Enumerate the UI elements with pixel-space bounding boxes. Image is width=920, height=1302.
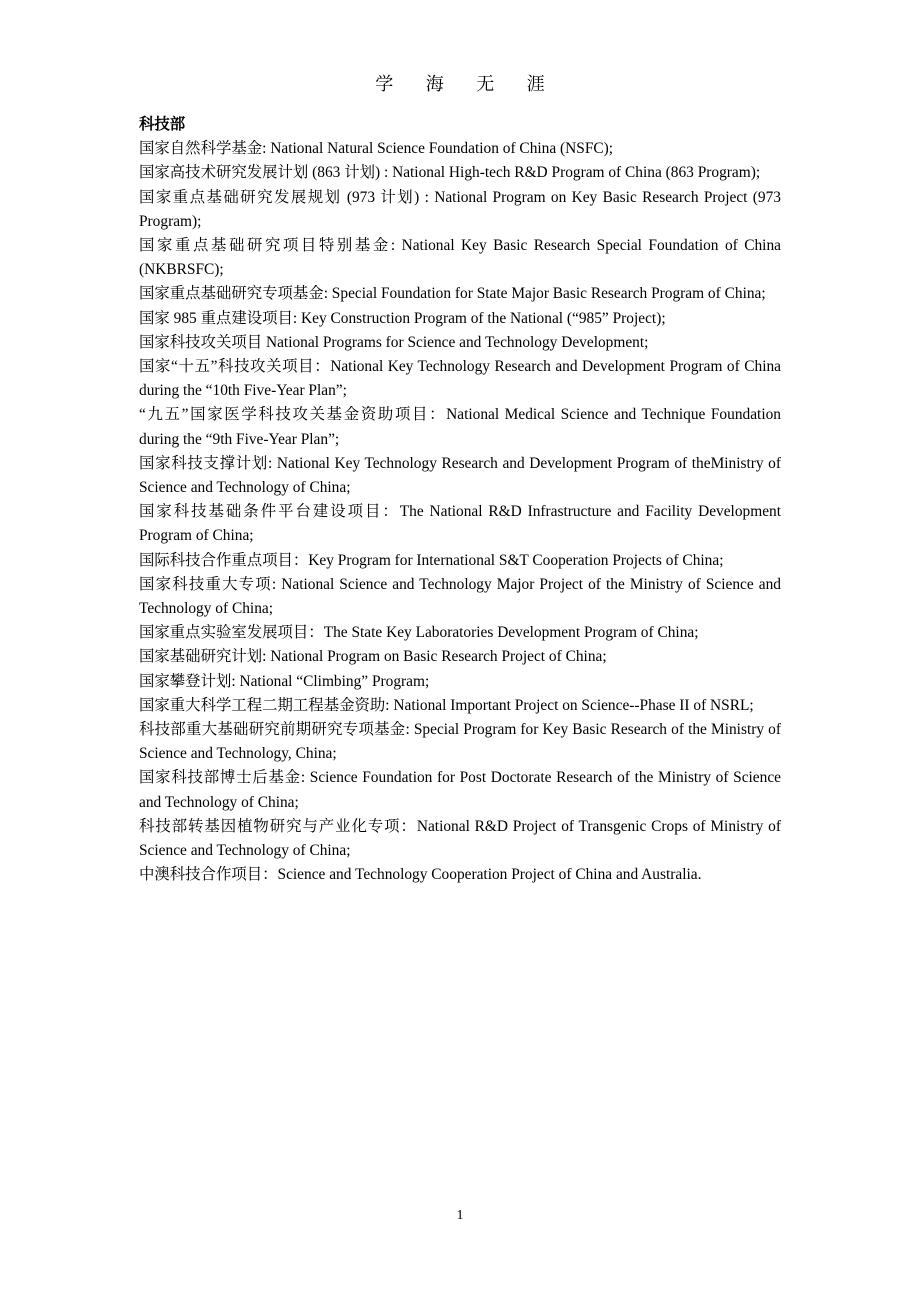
list-item: 国家 985 重点建设项目: Key Construction Program of the National (“985” Project); — [139, 309, 666, 327]
list-item: 国家科技重大专项: National Science and Technology Major Project of the Ministry of Science and Technology of China; — [139, 575, 781, 618]
list-item: 国家攀登计划: National “Climbing” Program; — [139, 672, 430, 690]
list-item: 国家科技部博士后基金: Science Foundation for Post Doctorate Research of the Ministry of Science and Technology of China; — [139, 769, 781, 811]
list-item: 中澳科技合作项目：Science and Technology Cooperation Project of China and Australia. — [139, 866, 702, 884]
list-item: 国家重点基础研究项目特别基金: National Key Basic Research Special Foundation of China (NKBRSFC); — [139, 237, 781, 279]
list-item: 国家科技基础条件平台建设项目：The National R&D Infrastructure and Facility Development Program of China; — [139, 503, 781, 545]
list-item: 科技部重大基础研究前期研究专项基金: Special Program for Key Basic Research of the Ministry of Science and Technology, China; — [139, 721, 781, 763]
list-item: “九五”国家医学科技攻关基金资助项目：National Medical Science and Technique Foundation during the “9th Five-Year Plan”; — [139, 406, 781, 448]
list-item: 国际科技合作重点项目：Key Program for International S&T Cooperation Projects of China; — [139, 551, 724, 569]
list-item: 国家科技支撑计划: National Key Technology Research and Development Program of theMinistry of Science and Technology of China; — [139, 454, 781, 497]
list-item: 国家重点基础研究专项基金: Special Foundation for State Major Basic Research Program of China; — [139, 285, 766, 303]
list-item: 国家重点实验室发展项目：The State Key Laboratories Development Program of China; — [139, 624, 699, 642]
list-item: 国家重大科学工程二期工程基金资助: National Important Project on Science--Phase II of NSRL; — [139, 696, 754, 714]
list-item: 国家基础研究计划: National Program on Basic Research Project of China; — [139, 648, 607, 666]
section-title: 科技部 — [139, 116, 186, 133]
list-item: 国家高技术研究发展计划 (863 计划) : National High-tech R&D Program of China (863 Program); — [139, 164, 761, 182]
list-item: 国家重点基础研究发展规划 (973 计划) : National Program on Key Basic Research Project (973 Program); — [139, 188, 781, 230]
list-item: 国家“十五”科技攻关项目：National Key Technology Research and Development Program of China during the “10th Five-Year Plan”; — [139, 358, 781, 400]
document-body — [139, 113, 781, 888]
page-header-title: 学 海 无 涯 — [375, 74, 559, 94]
list-item: 科技部转基因植物研究与产业化专项：National R&D Project of Transgenic Crops of Ministry of Science and Technology of China; — [139, 817, 781, 860]
list-item: 国家自然科学基金: National Natural Science Foundation of China (NSFC); — [139, 140, 614, 158]
list-item: 国家科技攻关项目 National Programs for Science and Technology Development; — [139, 333, 649, 351]
page-number: 1 — [456, 1208, 464, 1223]
